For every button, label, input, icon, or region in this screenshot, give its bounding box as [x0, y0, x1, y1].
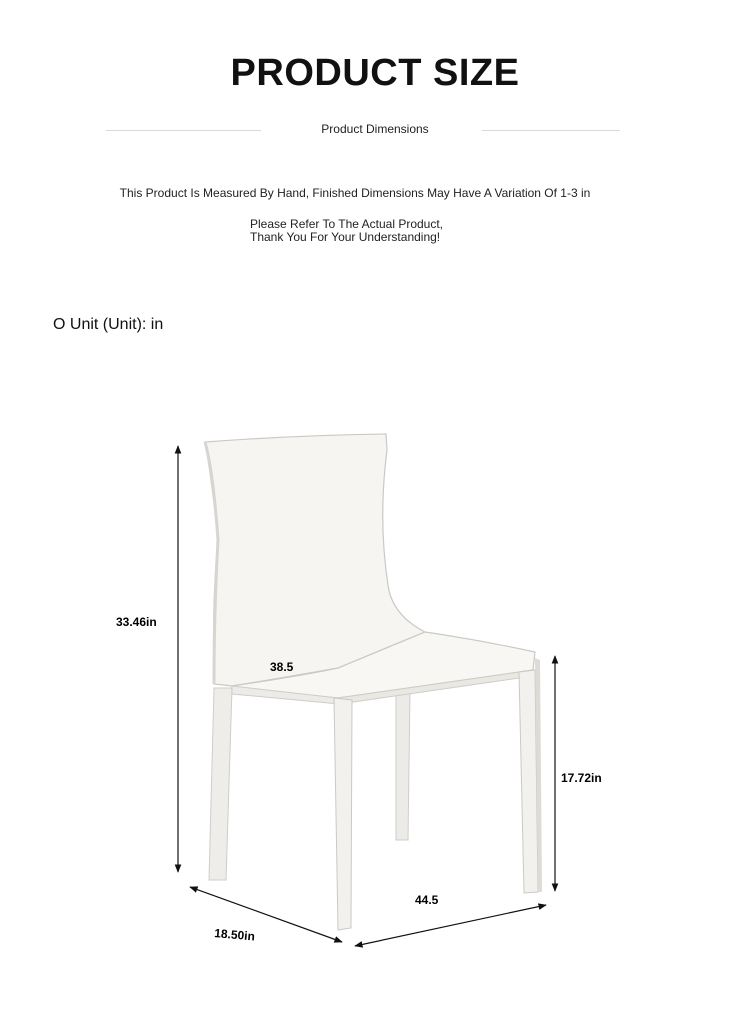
reference-note-line1: Please Refer To The Actual Product,: [250, 217, 444, 231]
page-title: PRODUCT SIZE: [230, 52, 520, 94]
chair-front-leg-right: [519, 670, 538, 893]
height-label: 33.46in: [116, 615, 157, 629]
seat-height-label: 17.72in: [561, 771, 602, 785]
chair-rear-leg-right: [396, 690, 410, 840]
chair-front-leg-left: [334, 698, 352, 930]
chair-image: [205, 434, 542, 930]
section-subtitle: Product Dimensions: [321, 122, 429, 136]
width-label: 44.5: [415, 893, 439, 907]
unit-label: O Unit (Unit): in: [53, 316, 164, 333]
width-dimension-line: [355, 905, 546, 946]
chair-rear-leg-left: [209, 688, 232, 880]
depth-label: 18.50in: [213, 926, 256, 944]
measurement-note: This Product Is Measured By Hand, Finished Dimensions May Have A Variation Of 1-3 in: [119, 186, 591, 200]
seat-depth-label: 38.5: [270, 660, 294, 674]
reference-note-line2: Thank You For Your Understanding!: [250, 230, 441, 244]
depth-dimension-line: [190, 887, 342, 942]
